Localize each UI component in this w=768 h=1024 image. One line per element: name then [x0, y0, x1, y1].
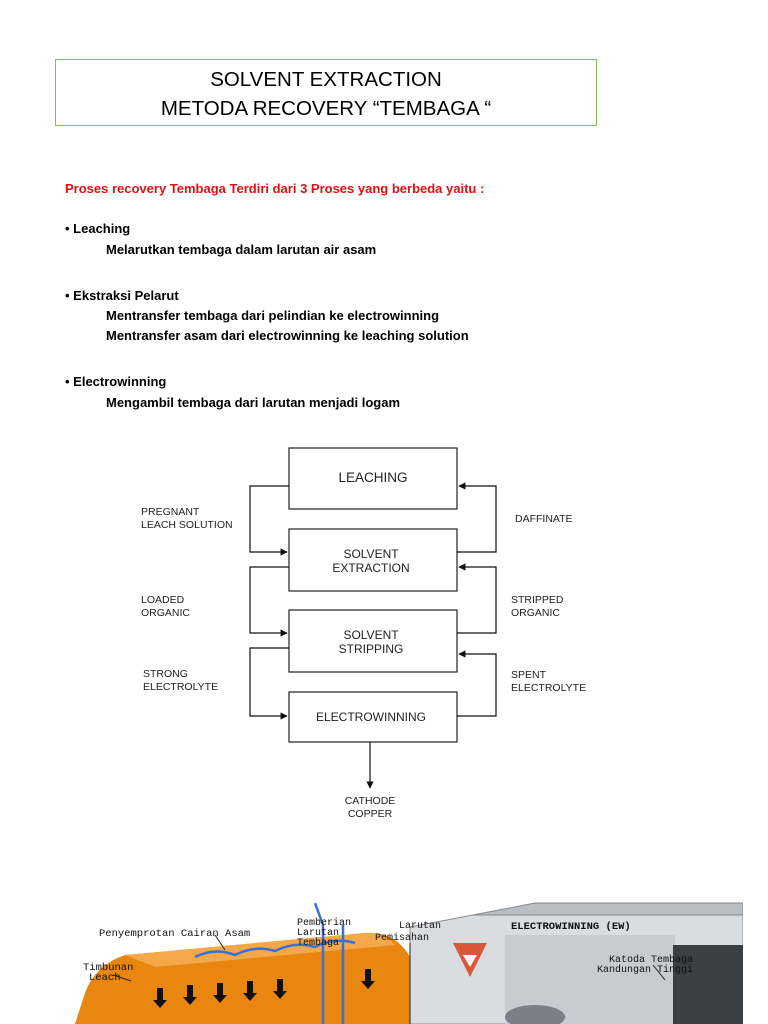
solvent-extraction-detail-2: Mentransfer asam dari electrowinning ke leaching solution — [106, 328, 469, 343]
label-ew: ELECTROWINNING (EW) — [511, 921, 631, 933]
spent-electrolyte-label-1: SPENT — [511, 669, 547, 681]
solvent-extraction-label-1: SOLVENT — [343, 547, 399, 561]
strong-electrolyte-arrow — [250, 648, 289, 716]
raffinate-arrow — [457, 486, 496, 552]
heap-leach-illustration — [65, 885, 743, 1024]
raffinate-label: DAFFINATE — [515, 513, 573, 525]
spent-electrolyte-arrow — [457, 654, 496, 716]
label-heap-1: Timbunan — [83, 962, 134, 974]
stripped-organic-arrow — [457, 567, 496, 633]
stripped-organic-label-2: ORGANIC — [511, 607, 561, 619]
strong-electrolyte-label-1: STRONG — [143, 668, 188, 680]
strong-electrolyte-label-2: ELECTROLYTE — [143, 681, 219, 693]
label-sep-1: Larutan — [399, 921, 442, 932]
ew-roof — [473, 903, 743, 915]
label-give-1: Pemberian — [297, 918, 352, 929]
loaded-organic-label-2: ORGANIC — [141, 607, 191, 619]
bullet-electrowinning: • Electrowinning — [65, 374, 167, 389]
bullet-solvent-extraction: • Ekstraksi Pelarut — [65, 288, 179, 303]
stripped-organic-label-1: STRIPPED — [511, 594, 564, 606]
solvent-extraction-label-2: EXTRACTION — [332, 561, 410, 575]
label-heap-2: Leach — [89, 972, 121, 984]
cathode-copper-label-2: COPPER — [347, 808, 393, 820]
label-cathode-1: Katoda Tembaga — [609, 955, 694, 966]
loaded-organic-arrow — [250, 567, 289, 633]
cathode-copper-label-1: CATHODE — [344, 795, 396, 807]
label-sep-2: Pemisahan — [375, 933, 430, 944]
solvent-extraction-detail-1: Mentransfer tembaga dari pelindian ke electrowinning — [106, 308, 440, 323]
solvent-stripping-label-1: SOLVENT — [343, 628, 399, 642]
leaching-box-label: LEACHING — [338, 470, 408, 485]
solvent-stripping-label-2: STRIPPING — [338, 642, 404, 656]
spent-electrolyte-label-2: ELECTROLYTE — [511, 682, 587, 694]
label-cathode-2: Kandungan Tinggi — [597, 965, 694, 976]
pregnant-leach-label-1: PREGNANT — [141, 506, 200, 518]
pregnant-leach-arrow — [250, 486, 289, 552]
electrowinning-detail: Mengambil tembaga dari larutan menjadi logam — [106, 395, 401, 410]
bullet-leaching: • Leaching — [65, 221, 131, 236]
label-give-2: Larutan — [297, 928, 340, 939]
label-give-3: Tembaga — [297, 938, 340, 949]
pregnant-leach-label-2: LEACH SOLUTION — [141, 519, 233, 531]
intro-text: Proses recovery Tembaga Terdiri dari 3 Proses yang berbeda yaitu : — [65, 181, 485, 196]
illustration-drawing — [65, 885, 743, 1024]
loaded-organic-label-1: LOADED — [141, 594, 185, 606]
label-spray: Penyemprotan Cairan Asam — [99, 928, 251, 940]
title-line-1: SOLVENT EXTRACTION — [210, 68, 442, 91]
title-line-2: METODA RECOVERY “TEMBAGA “ — [160, 97, 492, 120]
leaching-detail: Melarutkan tembaga dalam larutan air asam — [106, 242, 377, 257]
electrowinning-box-label: ELECTROWINNING — [315, 710, 427, 724]
